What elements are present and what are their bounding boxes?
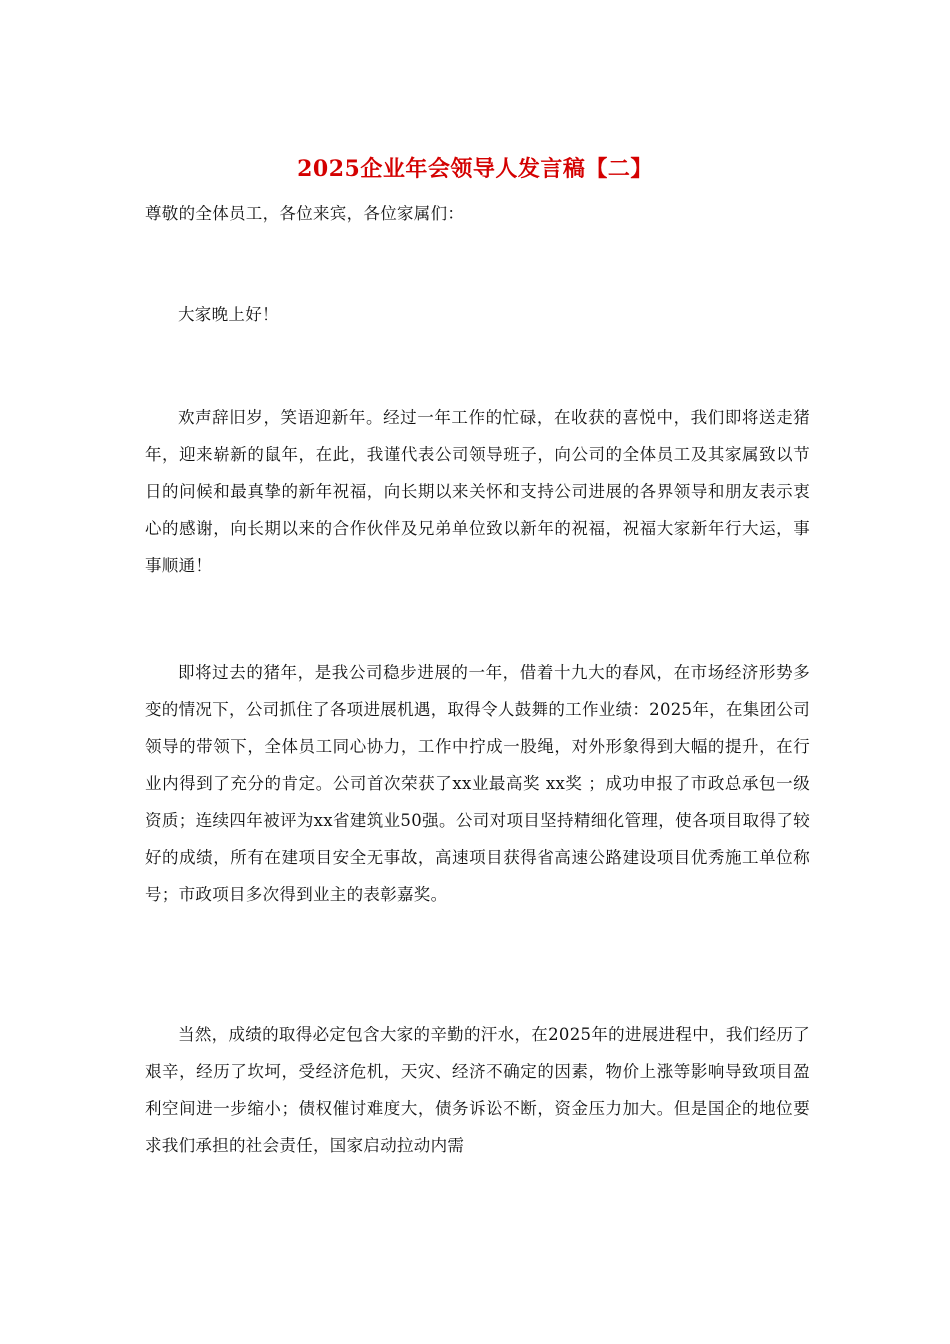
paragraph-3: 当然，成绩的取得必定包含大家的辛勤的汗水，在2025年的进展进程中，我们经历了艰辛，经历了坎坷，受经济危机，天灾、经济不确定的因素，物价上涨等影响导致项目盈利空间进一步缩小；债权催讨难度大，债务诉讼不断，资金压力加大。但是国企的地位要求我们承担的社会责任，国家启动拉动内需 (145, 1025, 810, 1155)
salutation: 尊敬的全体员工，各位来宾，各位家属们： (145, 204, 465, 223)
document-title: 2025企业年会领导人发言稿【二】 (297, 156, 653, 182)
paragraph-1: 欢声辞旧岁，笑语迎新年。经过一年工作的忙碌，在收获的喜悦中，我们即将送走猪年，迎来崭新的鼠年，在此，我谨代表公司领导班子，向公司的全体员工及其家属致以节日的问候和最真挚的新年祝福，向长期以来关怀和支持公司进展的各界领导和朋友表示衷心的感谢，向长期以来的合作伙伴及兄弟单位致以新年的祝福，祝福大家新年行大运，事事顺通！ (145, 408, 810, 575)
paragraph-2: 即将过去的猪年，是我公司稳步进展的一年，借着十九大的春风，在市场经济形势多变的情况下，公司抓住了各项进展机遇，取得令人鼓舞的工作业绩：2025年，在集团公司领导的带领下，全体员工同心协力，工作中拧成一股绳，对外形象得到大幅的提升，在行业内得到了充分的肯定。公司首次荣获了xx业最高奖 xx奖 ；成功申报了市政总承包一级资质；连续四年被评为xx省建筑业50强。公司对项目坚持精细化管理，使各项目取得了较好的成绩，所有在建项目安全无事故，高速项目获得省高速公路建设项目优秀施工单位称号；市政项目多次得到业主的表彰嘉奖。 (145, 663, 810, 904)
greeting: 大家晚上好！ (178, 305, 279, 324)
